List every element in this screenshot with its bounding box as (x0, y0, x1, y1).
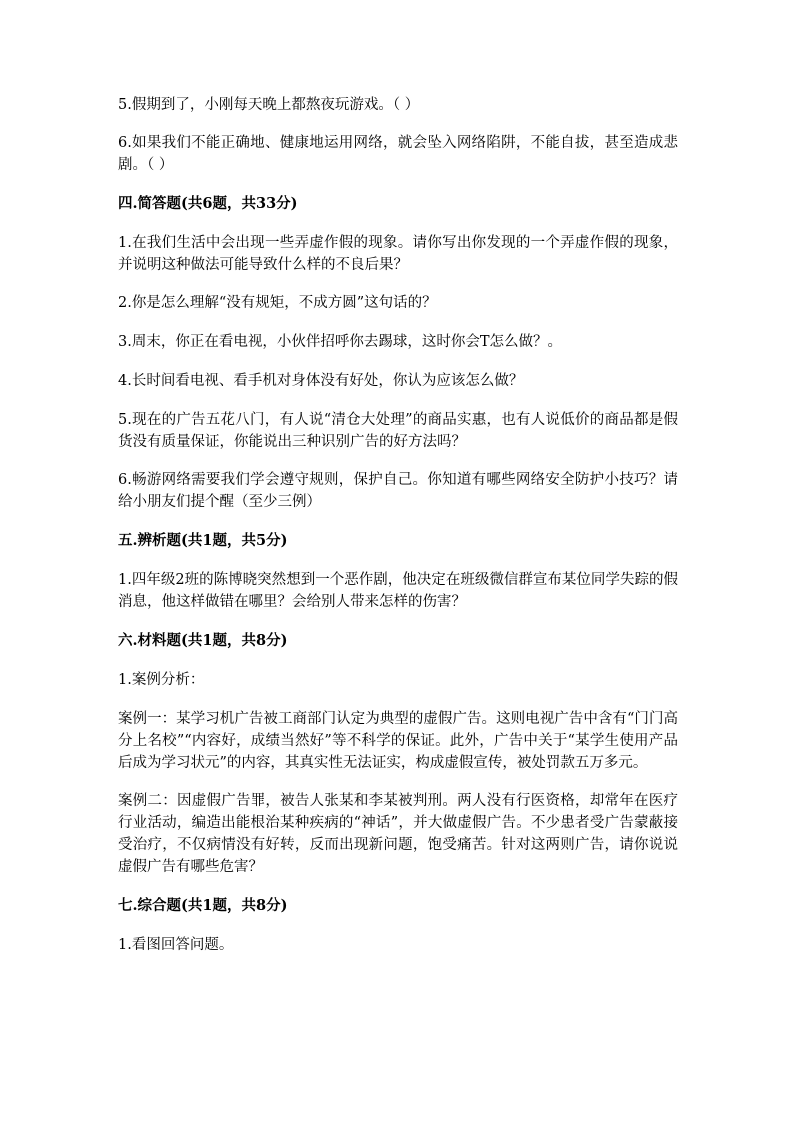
exam-page (118, 94, 678, 956)
judgement-item-5: 5.假期到了，小刚每天晚上都熬夜玩游戏。（ ） (118, 97, 420, 113)
comprehensive-item-1: 1.看图回答问题。 (118, 937, 234, 953)
short-answer-item-2: 2.你是怎么理解“没有规矩，不成方圆”这句话的？ (118, 295, 437, 311)
analysis-item-1: 1.四年级2班的陈博晓突然想到一个恶作剧，他决定在班级微信群宣布某位同学失踪的假消息，他这样做错在哪里？会给别人带来怎样的伤害？ (118, 572, 678, 610)
short-answer-item-1: 1.在我们生活中会出现一些弄虚作假的现象。请你写出你发现的一个弄虚作假的现象，并说明这种做法可能导致什么样的不良后果？ (118, 235, 678, 273)
judgement-item-6: 6.如果我们不能正确地、健康地运用网络，就会坠入网络陷阱，不能自拔，甚至造成悲剧。（ ） (118, 135, 678, 173)
material-case-2: 案例二：因虚假广告罪，被告人张某和李某被判刑。两人没有行医资格，却常年在医疗行业活动，编造出能根治某种疾病的“神话”，并大做虚假广告。不少患者受广告蒙蔽接受治疗，不仅病情没有好转，反而出现新问题，饱受痛苦。针对这两则广告，请你说说虚假广告有哪些危害？ (118, 793, 678, 875)
section-6-heading: 六.材料题(共1题，共8分) (118, 632, 288, 649)
material-intro: 1.案例分析： (118, 672, 205, 688)
section-4-heading: 四.简答题(共6题，共33分) (118, 195, 298, 212)
short-answer-item-6: 6.畅游网络需要我们学会遵守规则，保护自己。你知道有哪些网络安全防护小技巧？请给小朋友们提个醒（至少三例） (118, 472, 678, 510)
material-case-1: 案例一：某学习机广告被工商部门认定为典型的虚假广告。这则电视广告中含有“门门高分上名校”“内容好，成绩当然好”等不科学的保证。此外，广告中关于“某学生使用产品后成为学习状元”的内容，其真实性无法证实，构成虚假宣传，被处罚款五万多元。 (118, 711, 678, 771)
section-5-heading: 五.辨析题(共1题，共5分) (118, 532, 288, 549)
short-answer-item-5: 5.现在的广告五花八门，有人说“清仓大处理”的商品实惠，也有人说低价的商品都是假货没有质量保证，你能说出三种识别广告的好方法吗？ (118, 412, 678, 450)
short-answer-item-4: 4.长时间看电视、看手机对身体没有好处，你认为应该怎么做？ (118, 373, 524, 389)
short-answer-item-3: 3.周末，你正在看电视，小伙伴招呼你去踢球，这时你会T怎么做？。 (118, 334, 563, 350)
section-7-heading: 七.综合题(共1题，共8分) (118, 897, 288, 914)
